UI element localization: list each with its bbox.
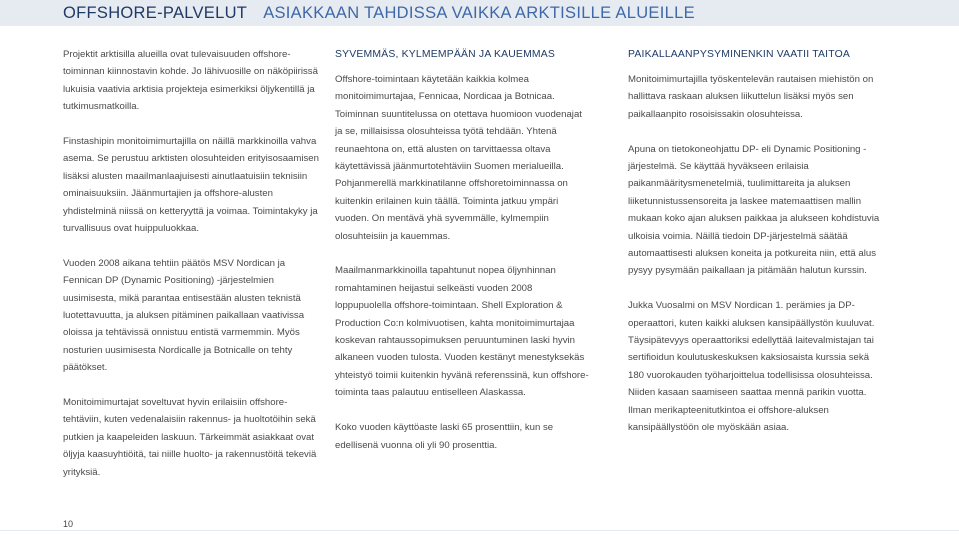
section-heading: PAIKALLAANPYSYMINENKIN VAATII TAITOA — [628, 49, 851, 60]
section-heading: SYVEMMÄS, KYLMEMPÄÄN JA KAUEMMAS — [335, 49, 556, 60]
paragraph: Koko vuoden käyttöaste laski 65 prosenttiin, kun se edellisenä vuonna oli yli 90 prosenttia. — [335, 422, 554, 451]
paragraph: Vuoden 2008 aikana tehtiin päätös MSV Nordican ja Fennican DP (Dynamic Positioning) -järjestelmien uusimisesta, mikä parantaa entisestään alusten teknistä luotettavuutta, ja aluksen pitäminen paikallaan vaativissa oloissa ja tehtävissä onnistuu entistä varmemmin. Myös nosturien uusimisesta Nordicalle ja Botnicalle on tehty päätökset. — [63, 257, 305, 374]
page-number: 10 — [63, 519, 74, 529]
footer-rule — [0, 530, 959, 531]
page-title-main: OFFSHORE-PALVELUT — [63, 4, 248, 22]
paragraph: Jukka Vuosalmi on MSV Nordican 1. perämies ja DP-operaattori, kuten kaikki aluksen kansipäällystön kuuluvat. Täysipätevyys operaattoriksi edellyttää laitevalmistajan tai sertifioidun koulutuskeskuksen kaksiosaista kurssia sekä 180 vuorokauden työharjoittelua todellisissa olosuhteissa. Niiden kasaan saamiseen saattaa mennä parikin vuotta. Ilman merikapteenitutkintoa ei offshore-aluksen kansipäällystöön ole myöskään asiaa. — [628, 300, 875, 434]
page-subtitle: ASIAKKAAN TAHDISSA VAIKKA ARKTISILLE ALUEILLE — [263, 4, 695, 22]
paragraph: Projektit arktisilla alueilla ovat tulevaisuuden offshore-toiminnan kiinnostavin kohde. Jo lähivuosille on näköpiirissä lukuisia vaativia arktisia projekteja esimerkiksi öljykentillä ja tutkimusmatkoilla. — [63, 49, 318, 113]
paragraph: Monitoimimurtajilla työskentelevän rautaisen miehistön on hallittava raskaan aluksen liikuttelun lisäksi myös sen paikallaanpito rosoisissakin olosuhteissa. — [628, 74, 874, 120]
paragraph: Apuna on tietokoneohjattu DP- eli Dynamic Positioning -järjestelmä. Se käyttää hyväkseen erilaisia paikanmääritysmenetelmiä, tuulimittareita ja aluksen liiketunnistussensoreita ja laskee matemaattisen mallin mukaan koko ajan aluksen paikkaa ja alukseen kohdistuvia ulkoisia voimia. Näillä tiedoin DP-järjestelmä säätää automaattisesti aluksen koneita ja potkureita niin, että alus pysyy pysymään paikallaan ja pitämään halutun kurssin. — [628, 143, 880, 277]
column-1 — [63, 46, 319, 499]
paragraph: Maailmanmarkkinoilla tapahtunut nopea öljynhinnan romahtaminen heijastui selkeästi vuoden 2008 loppupuolella offshore-toimintaan. Shell Exploration & Production Co:n kolmivuotisen, kahta monitoimimurtajaa koskevan rahtaussopimuksen peruuntuminen laski hyvin alkaneen vuoden tulosta. Vuoden kestänyt menestyksekäs yhteistyö toimii kuitenkin hyvänä referenssinä, kun offshore-toiminta taas palautuu entiselleen Alaskassa. — [335, 265, 589, 399]
paragraph: Finstashipin monitoimimurtajilla on näillä markkinoilla vahva asema. Se perustuu arktisten olosuhteiden erityisosaamisen lisäksi alusten maailmanlaajuisesti ainutlaatuisiin teknisiin ominaisuuksiin. Jäänmurtajien ja offshore-alusten yhdistelminä niissä on ketteryyttä ja voimaa. Toimintakyky ja turvallisuus ovat huippuluokkaa. — [63, 136, 319, 235]
paragraph: Monitoimimurtajat soveltuvat hyvin erilaisiin offshore-tehtäviin, kuten vedenalaisiin rakennus- ja huoltotöihin sekä putkien ja kaapeleiden laskuun. Tärkeimmät asiakkaat ovat öljyja kaasuyhtiöitä, tai niille huolto- ja rakennustöitä tekeviä yrityksiä. — [63, 397, 317, 478]
column-3 — [628, 46, 884, 454]
paragraph: Offshore-toimintaan käytetään kaikkia kolmea monitoimimurtajaa, Fennicaa, Nordicaa ja Botnicaa. Toiminnan suuntitelussa on otettava huomioon vuodenajat ja se, millaisissa olosuhteissa työtä tehdään. Yhtenä reunaehtona on, että alusten on tarvittaessa oltava käytettävissä jäänmurtotehtäviin Suomen merialueilla. Pohjanmerellä markkinatilanne offshoretoiminnassa on kuitenkin erilainen kuin täällä. Toiminta jatkuu ympäri vuoden. On mentävä yhä syvemmälle, kylmempiin olosuhteisiin ja kauemmas. — [335, 74, 582, 242]
column-2 — [335, 46, 590, 471]
page-title — [63, 3, 695, 23]
